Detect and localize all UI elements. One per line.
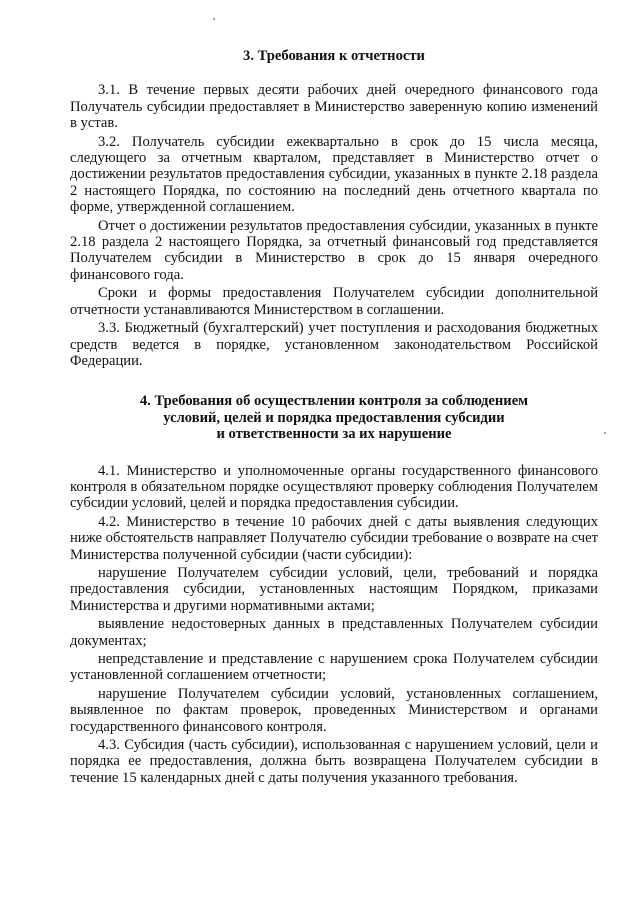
list-item-reporting-failure: непредставление и представление с нарушением срока Получателем субсидии установленной соглашением отчетности; bbox=[70, 651, 598, 684]
section-4-body bbox=[70, 463, 598, 787]
document-body bbox=[70, 48, 598, 788]
list-item-violation-conditions: нарушение Получателем субсидии условий, цели, требований и порядка предоставления субсидии, установленных настоящим Порядком, приказами Министерства и другими нормативными актами; bbox=[70, 564, 598, 614]
list-item-unreliable-data: выявление недостоверных данных в представленных Получателем субсидии документах; bbox=[70, 616, 598, 649]
section-3-body bbox=[70, 82, 598, 369]
paragraph-3-3: 3.3. Бюджетный (бухгалтерский) учет поступления и расходования бюджетных средств ведется в порядке, установленном законодательством Российской Федерации. bbox=[70, 320, 598, 369]
paragraph-4-3: 4.3. Субсидия (часть субсидии), использованная с нарушением условий, цели и порядка ее предоставления, должна быть возвращена Получателем субсидии в течение 15 календарных дней с даты получения указанного требования. bbox=[70, 737, 598, 786]
section-4-heading-line-3: и ответственности за их нарушение bbox=[216, 426, 452, 443]
paragraph-4-2: 4.2. Министерство в течение 10 рабочих дней с даты выявления следующих ниже обстоятельств направляет Получателю субсидии требование о возврате на счет Министерства полученной субсидии (части субсидии): bbox=[70, 513, 598, 563]
paragraph-3-1: 3.1. В течение первых десяти рабочих дней очередного финансового года Получатель субсидии предоставляет в Министерство заверенную копию изменений в устав. bbox=[70, 82, 598, 132]
paragraph-3-2: 3.2. Получатель субсидии ежеквартально в срок до 15 числа месяца, следующего за отчетным кварталом, представляет в Министерство отчет о достижении результатов предоставления субсидии, указанных в пункте 2.18 раздела 2 настоящего Порядка, по состоянию на последний день отчетного квартала по форме, утвержденной соглашением. bbox=[70, 133, 598, 216]
section-4-heading-line-1: 4. Требования об осуществлении контроля за соблюдением bbox=[139, 393, 529, 410]
list-item-agreement-violation: нарушение Получателем субсидии условий, установленных соглашением, выявленное по фактам проверок, проведенных Министерством и органами государственного финансового контроля. bbox=[70, 685, 598, 735]
paragraph-4-1: 4.1. Министерство и уполномоченные органы государственного финансового контроля в обязательном порядке осуществляют проверку соблюдения Получателем субсидии условий, целей и порядка предоставления субсидии. bbox=[70, 462, 598, 512]
section-4-heading-line-2: условий, целей и порядка предоставления субсидии bbox=[163, 409, 505, 426]
paragraph-3-2-annual-report: Отчет о достижении результатов предоставления субсидии, указанных в пункте 2.18 раздела 2 настоящего Порядка, за отчетный финансовый год представляется Получателем субсидии в Министерство в срок до 15 января очередного финансового года. bbox=[70, 217, 598, 283]
scan-speck bbox=[213, 18, 215, 20]
section-3-heading: 3. Требования к отчетности bbox=[243, 48, 425, 64]
paragraph-3-2-additional-reporting: Сроки и формы предоставления Получателем субсидии дополнительной отчетности устанавливаются Министерством в соглашении. bbox=[70, 285, 598, 318]
section-4-heading bbox=[70, 393, 598, 442]
scan-speck bbox=[604, 432, 606, 434]
